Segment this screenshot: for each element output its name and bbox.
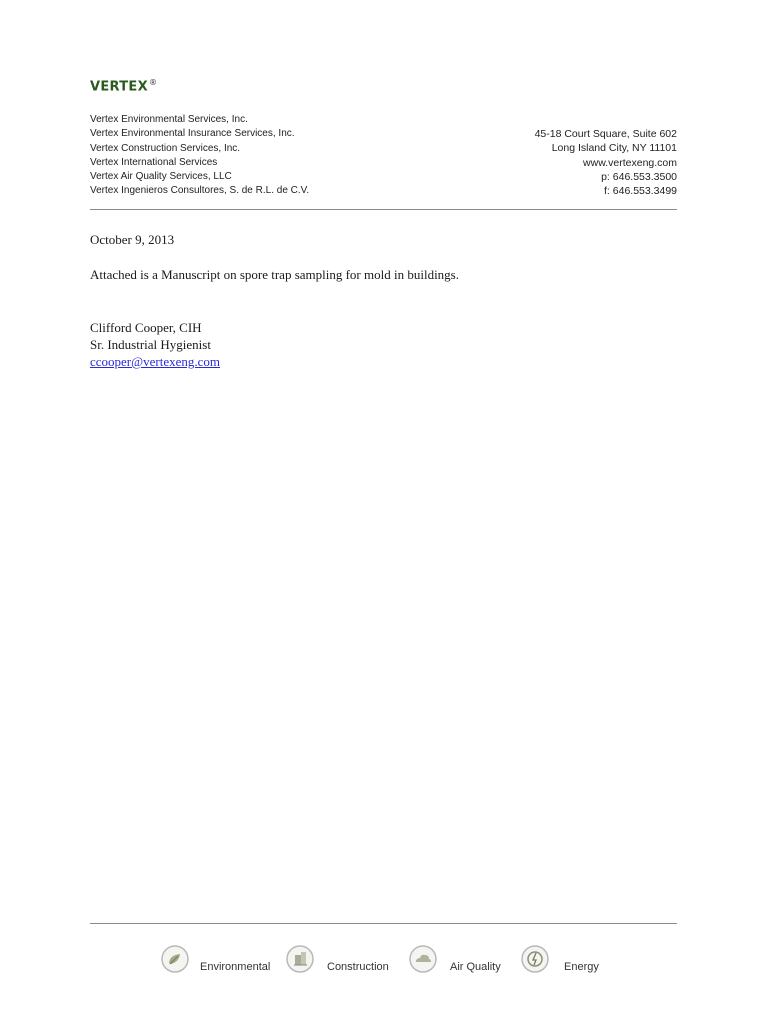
phone-number: p: 646.553.3500 [601, 170, 677, 183]
signature-block [90, 319, 220, 370]
logo-text: VERTEX [90, 79, 148, 95]
company-name: Vertex Environmental Services, Inc. [90, 114, 248, 125]
services-footer [150, 940, 630, 984]
company-name: Vertex Environmental Insurance Services, Inc. [90, 128, 295, 140]
letter-message: Attached is a Manuscript on spore trap sampling for mold in buildings. [90, 267, 459, 282]
address-line-2: Long Island City, NY 11101 [551, 142, 677, 155]
signer-title: Sr. Industrial Hygienist [90, 337, 211, 352]
cloud-icon [408, 944, 438, 974]
service-label: Air Quality [450, 961, 501, 973]
signer-email-link[interactable]: ccooper@vertexeng.com [90, 354, 220, 369]
company-logo [90, 78, 157, 94]
registered-mark: ® [148, 78, 158, 87]
company-name: Vertex Air Quality Services, LLC [90, 171, 232, 183]
contact-block [535, 127, 677, 198]
letter-date: October 9, 2013 [90, 232, 175, 247]
website: www.vertexeng.com [583, 156, 677, 169]
header-divider [90, 209, 677, 210]
footer-divider [90, 923, 677, 924]
signer-name: Clifford Cooper, CIH [90, 320, 202, 335]
address-line-1: 45-18 Court Square, Suite 602 [534, 128, 677, 140]
service-label: Energy [564, 961, 599, 973]
leaf-icon [160, 944, 190, 974]
company-name: Vertex Ingenieros Consultores, S. de R.L. de C.V. [90, 185, 310, 197]
building-icon [285, 944, 315, 974]
service-label: Construction [327, 961, 389, 973]
company-list [90, 113, 309, 199]
energy-icon [520, 944, 550, 974]
company-name: Vertex Construction Services, Inc. [90, 142, 241, 154]
fax-number: f: 646.553.3499 [604, 185, 677, 198]
service-label: Environmental [200, 961, 271, 973]
company-name: Vertex International Services [90, 156, 218, 168]
